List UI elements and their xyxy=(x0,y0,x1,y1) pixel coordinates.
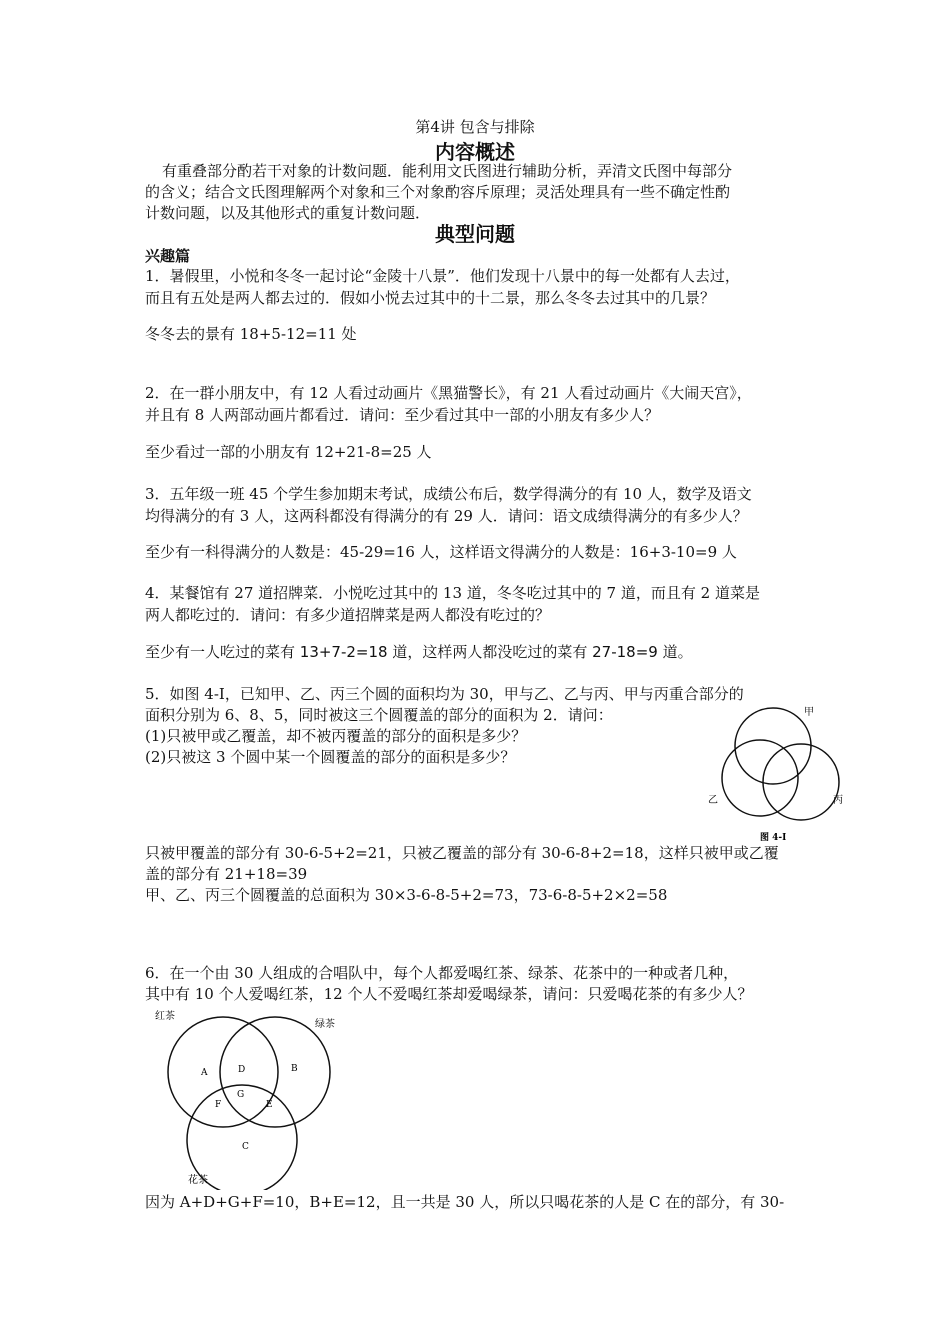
region-f: F xyxy=(215,1100,222,1110)
problem-6-line: 6．在一个由 30 人组成的合唱队中，每个人都爱喝红茶、绿茶、花茶中的一种或者几种， xyxy=(145,964,739,982)
label-flower-tea: 花茶 xyxy=(188,1175,208,1186)
label-jia: 甲 xyxy=(804,707,814,718)
circle-red-tea xyxy=(168,1017,278,1127)
label-red-tea: 红茶 xyxy=(155,1011,175,1022)
problem-6-line: 其中有 10 个人爱喝红茶，12 个人不爱喝红茶却爱喝绿茶，请问：只爱喝花茶的有多少人？ xyxy=(145,985,753,1003)
region-g: G xyxy=(237,1090,245,1100)
overview-line: 有重叠部分酌若干对象的计数问题．能利用文氏图进行辅助分析，弄清文氏图中每部分 xyxy=(162,162,733,180)
problem-5-question-1: (1)只被甲或乙覆盖，却不被丙覆盖的部分的面积是多少？ xyxy=(145,727,527,745)
label-bing: 丙 xyxy=(833,795,843,806)
figure-caption: 图 4-I xyxy=(760,833,787,843)
venn-figure-4-1 xyxy=(700,700,860,845)
problem-5-line: 5．如图 4-I，已知甲、乙、丙三个圆的面积均为 30，甲与乙、乙与丙、甲与丙重合部分的 xyxy=(145,685,744,703)
region-a: A xyxy=(201,1068,208,1078)
problem-4-answer: 至少有一人吃过的菜有 13+7-2=18 道，这样两人都没吃过的菜有 27-18=9 道。 xyxy=(145,643,693,661)
overview-heading: 内容概述 xyxy=(435,140,515,164)
circle-yi xyxy=(722,740,798,816)
circle-bing xyxy=(763,744,839,820)
problem-6-answer: 因为 A+D+G+F=10，B+E=12，且一共是 30 人，所以只喝花茶的人是 C 在的部分，有 30- xyxy=(145,1193,785,1211)
region-d: D xyxy=(238,1065,246,1075)
label-green-tea: 绿茶 xyxy=(315,1019,335,1030)
overview-line: 计数问题，以及其他形式的重复计数问题． xyxy=(145,204,431,222)
problem-1-answer: 冬冬去的景有 18+5-12=11 处 xyxy=(145,325,357,343)
problem-2-answer: 至少看过一部的小朋友有 12+21-8=25 人 xyxy=(145,443,432,461)
problem-2-line: 并且有 8 人两部动画片都看过．请问：至少看过其中一部的小朋友有多少人？ xyxy=(145,406,660,424)
problem-5-answer: 甲、乙、丙三个圆覆盖的总面积为 30×3-6-8-5+2=73，73-6-8-5+2×2=58 xyxy=(145,886,668,904)
problem-1-line: 1．暑假里，小悦和冬冬一起讨论“金陵十八景”．他们发现十八景中的每一处都有人去过， xyxy=(145,267,740,285)
problem-3-answer: 至少有一科得满分的人数是：45-29=16 人，这样语文得满分的人数是：16+3-10=9 人 xyxy=(145,543,737,561)
circle-jia xyxy=(735,708,811,784)
label-yi: 乙 xyxy=(708,795,718,806)
region-c: C xyxy=(242,1142,249,1152)
problem-3-line: 均得满分的有 3 人，这两科都没有得满分的有 29 人．请问：语文成绩得满分的有多少人？ xyxy=(145,507,748,525)
lecture-title: 第4讲 包含与排除 xyxy=(415,118,535,136)
circle-green-tea xyxy=(220,1017,330,1127)
overview-line: 的含义；结合文氏图理解两个对象和三个对象酌容斥原理；灵活处理具有一些不确定性酌 xyxy=(145,183,731,201)
section-label: 兴趣篇 xyxy=(145,247,191,265)
problem-5-question-2: (2)只被这 3 个圆中某一个圆覆盖的部分的面积是多少？ xyxy=(145,748,516,766)
problem-5-answer: 盖的部分有 21+18=39 xyxy=(145,865,308,883)
problem-4-line: 4．某餐馆有 27 道招牌菜．小悦吃过其中的 13 道，冬冬吃过其中的 7 道，而且有 2 道菜是 xyxy=(145,584,760,602)
problem-5-line: 面积分别为 6、8、5，同时被这三个圆覆盖的部分的面积为 2．请问： xyxy=(145,706,613,724)
tea-venn-diagram xyxy=(145,1005,345,1190)
problem-1-line: 而且有五处是两人都去过的．假如小悦去过其中的十二景，那么冬冬去过其中的几景？ xyxy=(145,289,716,307)
problem-3-line: 3．五年级一班 45 个学生参加期末考试，成绩公布后，数学得满分的有 10 人，数学及语文 xyxy=(145,485,752,503)
problem-2-line: 2．在一群小朋友中，有 12 人看过动画片《黑猫警长》，有 21 人看过动画片《大闹天宫》， xyxy=(145,384,752,402)
region-e: E xyxy=(266,1100,273,1110)
problems-heading: 典型问题 xyxy=(435,222,515,246)
region-b: B xyxy=(291,1064,298,1074)
problem-5-answer: 只被甲覆盖的部分有 30-6-5+2=21，只被乙覆盖的部分有 30-6-8+2=18，这样只被甲或乙覆 xyxy=(145,844,779,862)
problem-4-line: 两人都吃过的．请问：有多少道招牌菜是两人都没有吃过的？ xyxy=(145,606,551,624)
